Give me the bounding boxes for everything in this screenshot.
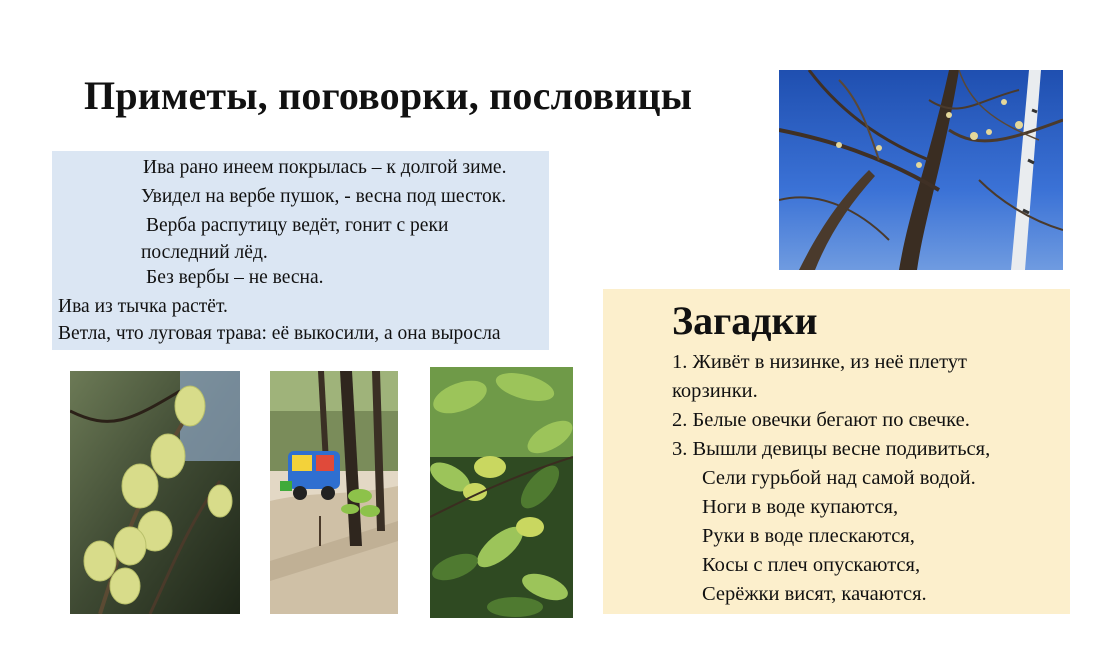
slide-title: Приметы, поговорки, пословицы bbox=[84, 73, 693, 118]
riddles-title: Загадки bbox=[672, 298, 818, 343]
proverb-line: Верба распутицу ведёт, гонит с реки bbox=[146, 215, 449, 236]
riddle-line: корзинки. bbox=[672, 380, 758, 402]
proverb-line: последний лёд. bbox=[141, 242, 268, 263]
riddle-line: Сели гурьбой над самой водой. bbox=[702, 467, 976, 489]
proverbs-box bbox=[52, 151, 549, 350]
riddle-line: 3. Вышли девицы весне подивиться, bbox=[672, 438, 991, 460]
green-willow-leaves-photo bbox=[430, 367, 573, 618]
proverb-line: Увидел на вербе пушок, - весна под шесток. bbox=[141, 186, 507, 207]
riddle-line: Ноги в воде купаются, bbox=[702, 496, 899, 518]
riddle-line: 1. Живёт в низинке, из неё плетут bbox=[672, 351, 967, 373]
proverb-line: Ветла, что луговая трава: её выкосили, а она выросла bbox=[58, 323, 501, 344]
riddle-line: Косы с плеч опускаются, bbox=[702, 554, 921, 576]
riddle-line: Руки в воде плескаются, bbox=[702, 525, 915, 547]
willow-branches-photo bbox=[779, 70, 1063, 270]
riddles-box bbox=[603, 289, 1070, 614]
proverb-line: Ива рано инеем покрылась – к долгой зиме. bbox=[143, 157, 507, 178]
riddle-line: 2. Белые овечки бегают по свечке. bbox=[672, 409, 970, 431]
riddle-line: Серёжки висят, качаются. bbox=[702, 583, 927, 605]
willow-catkins-photo bbox=[70, 371, 240, 614]
proverb-line: Без вербы – не весна. bbox=[146, 267, 324, 288]
playground-sapling-photo bbox=[270, 371, 398, 614]
proverb-line: Ива из тычка растёт. bbox=[58, 296, 228, 317]
